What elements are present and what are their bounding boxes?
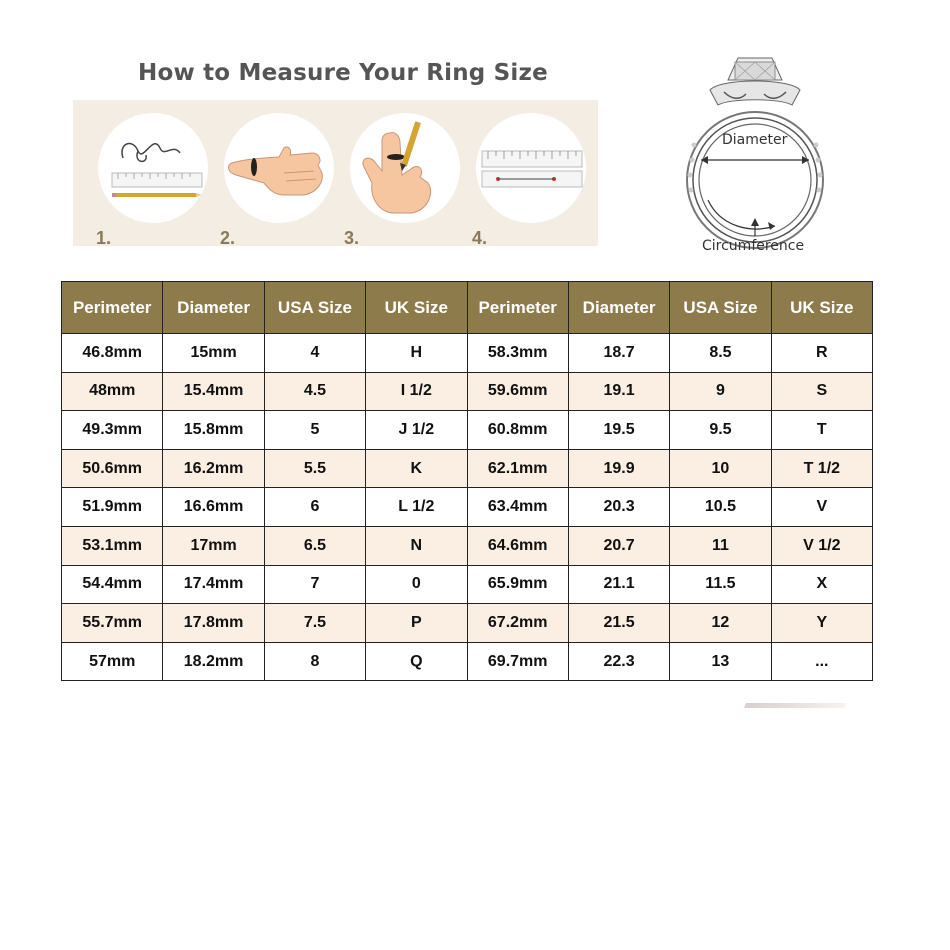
table-cell: 19.5 — [568, 411, 669, 450]
table-cell: 15mm — [163, 334, 264, 373]
table-cell: X — [771, 565, 872, 604]
table-cell: P — [366, 604, 467, 643]
table-row — [62, 565, 873, 604]
measure-on-ruler-icon — [476, 113, 586, 223]
mark-string-with-pen-icon — [350, 113, 460, 223]
measure-steps-panel — [73, 100, 598, 246]
table-cell: 19.1 — [568, 372, 669, 411]
column-header: UK Size — [771, 282, 872, 334]
step-2 — [220, 113, 334, 248]
table-cell: 15.4mm — [163, 372, 264, 411]
step-1 — [96, 113, 208, 248]
table-cell: N — [366, 526, 467, 565]
table-cell: 60.8mm — [467, 411, 568, 450]
decorative-mark — [744, 703, 846, 708]
table-cell: 13 — [670, 642, 771, 681]
table-cell: 16.6mm — [163, 488, 264, 527]
column-header: USA Size — [264, 282, 365, 334]
table-cell: T 1/2 — [771, 449, 872, 488]
table-cell: 67.2mm — [467, 604, 568, 643]
table-row — [62, 488, 873, 527]
table-cell: 65.9mm — [467, 565, 568, 604]
table-cell: 50.6mm — [62, 449, 163, 488]
table-cell: H — [366, 334, 467, 373]
table-cell: 15.8mm — [163, 411, 264, 450]
table-cell: 58.3mm — [467, 334, 568, 373]
table-cell: ... — [771, 642, 872, 681]
table-cell: 8 — [264, 642, 365, 681]
table-cell: 4 — [264, 334, 365, 373]
string-and-ruler-icon — [98, 113, 208, 223]
table-cell: 18.2mm — [163, 642, 264, 681]
step-number: 2. — [220, 228, 236, 248]
table-cell: 21.1 — [568, 565, 669, 604]
table-cell: K — [366, 449, 467, 488]
table-cell: 4.5 — [264, 372, 365, 411]
table-row — [62, 372, 873, 411]
column-header: Perimeter — [62, 282, 163, 334]
table-row — [62, 411, 873, 450]
table-cell: 54.4mm — [62, 565, 163, 604]
table-cell: 20.7 — [568, 526, 669, 565]
table-cell: 7 — [264, 565, 365, 604]
table-cell: 5 — [264, 411, 365, 450]
table-cell: 62.1mm — [467, 449, 568, 488]
table-cell: 7.5 — [264, 604, 365, 643]
table-cell: 55.7mm — [62, 604, 163, 643]
table-row — [62, 449, 873, 488]
diameter-label: Diameter — [722, 132, 788, 148]
table-cell: 9.5 — [670, 411, 771, 450]
table-row — [62, 526, 873, 565]
table-cell: T — [771, 411, 872, 450]
table-row — [62, 334, 873, 373]
table-row — [62, 604, 873, 643]
table-cell: R — [771, 334, 872, 373]
table-cell: 49.3mm — [62, 411, 163, 450]
table-cell: 16.2mm — [163, 449, 264, 488]
table-cell: 64.6mm — [467, 526, 568, 565]
table-cell: 53.1mm — [62, 526, 163, 565]
circumference-label: Circumference — [702, 238, 805, 254]
table-cell: S — [771, 372, 872, 411]
column-header: Diameter — [163, 282, 264, 334]
table-cell: V — [771, 488, 872, 527]
table-cell: 21.5 — [568, 604, 669, 643]
table-cell: 11 — [670, 526, 771, 565]
table-header-row — [62, 282, 873, 334]
table-cell: 63.4mm — [467, 488, 568, 527]
table-cell: 18.7 — [568, 334, 669, 373]
table-cell: 10 — [670, 449, 771, 488]
table-cell: 19.9 — [568, 449, 669, 488]
table-cell: 59.6mm — [467, 372, 568, 411]
step-3 — [344, 113, 460, 248]
table-cell: 12 — [670, 604, 771, 643]
table-cell: 10.5 — [670, 488, 771, 527]
column-header: Diameter — [568, 282, 669, 334]
table-cell: 9 — [670, 372, 771, 411]
step-number: 4. — [472, 228, 488, 248]
table-cell: 8.5 — [670, 334, 771, 373]
table-cell: 22.3 — [568, 642, 669, 681]
column-header: Perimeter — [467, 282, 568, 334]
table-cell: 51.9mm — [62, 488, 163, 527]
table-cell: 17mm — [163, 526, 264, 565]
table-cell: 69.7mm — [467, 642, 568, 681]
page-title: How to Measure Your Ring Size — [138, 60, 548, 86]
table-cell: 48mm — [62, 372, 163, 411]
table-cell: 5.5 — [264, 449, 365, 488]
ring-size-table — [61, 281, 873, 681]
table-cell: 17.4mm — [163, 565, 264, 604]
table-cell: 20.3 — [568, 488, 669, 527]
table-cell: 11.5 — [670, 565, 771, 604]
ring-diagram-icon — [680, 50, 830, 265]
table-cell: 17.8mm — [163, 604, 264, 643]
table-cell: L 1/2 — [366, 488, 467, 527]
table-row — [62, 642, 873, 681]
table-cell: Y — [771, 604, 872, 643]
step-number: 3. — [344, 228, 360, 248]
step-number: 1. — [96, 228, 112, 248]
string-around-finger-icon — [224, 113, 334, 223]
column-header: UK Size — [366, 282, 467, 334]
table-cell: 46.8mm — [62, 334, 163, 373]
column-header: USA Size — [670, 282, 771, 334]
table-cell: Q — [366, 642, 467, 681]
table-cell: 6 — [264, 488, 365, 527]
table-cell: 0 — [366, 565, 467, 604]
table-cell: I 1/2 — [366, 372, 467, 411]
step-4 — [472, 113, 586, 248]
table-cell: J 1/2 — [366, 411, 467, 450]
table-cell: V 1/2 — [771, 526, 872, 565]
table-cell: 6.5 — [264, 526, 365, 565]
table-cell: 57mm — [62, 642, 163, 681]
